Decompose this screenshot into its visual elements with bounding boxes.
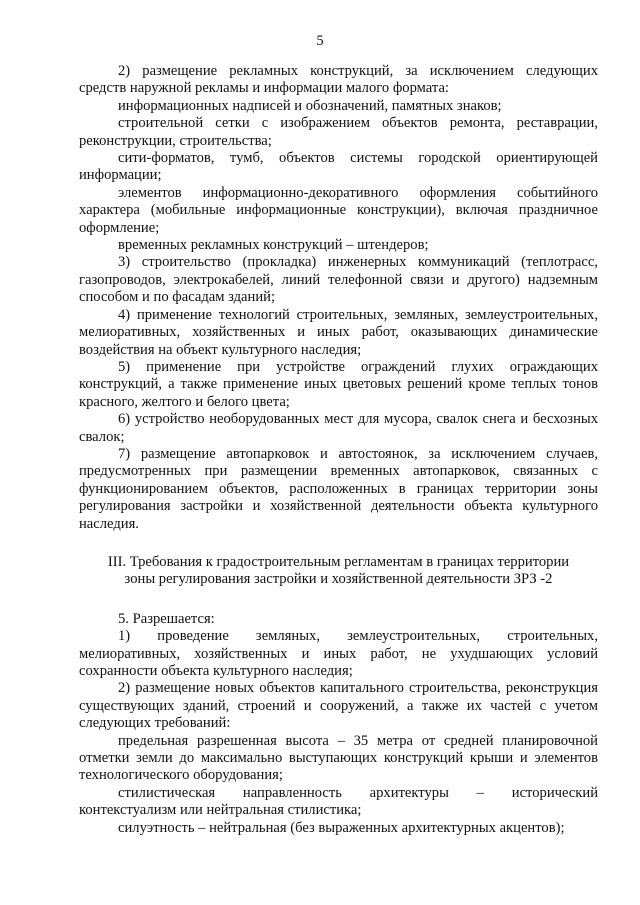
paragraph: строительной сетки с изображением объектов ремонта, реставрации, реконструкции, строительства;	[79, 115, 598, 149]
paragraph: стилистическая направленность архитектуры – исторический контекстуализм или нейтральная стилистика;	[79, 784, 598, 819]
paragraph: 5. Разрешается:	[118, 610, 215, 627]
paragraph: предельная разрешенная высота – 35 метра от средней планировочной отметки земли до максимально выступающих конструкций крыши и элементов технологического оборудования;	[79, 732, 598, 784]
paragraph: 2) размещение рекламных конструкций, за исключением следующих средств наружной рекламы и информации малого формата:	[79, 63, 598, 97]
paragraph: 6) устройство необорудованных мест для мусора, свалок снега и бесхозных свалок;	[79, 411, 598, 445]
section-heading-line: зоны регулирования застройки и хозяйственной деятельности ЗРЗ -2	[124, 571, 553, 588]
page-number: 5	[316, 33, 324, 49]
paragraph: 1) проведение земляных, землеустроительных, строительных, мелиоративных, хозяйственных и иных работ, не ухудшающих условий сохранности объекта культурного наследия;	[79, 628, 598, 679]
paragraph: 3) строительство (прокладка) инженерных коммуникаций (теплотрасс, газопроводов, электрокабелей, линий телефонной связи и другого) надземным способом и по фасадам зданий;	[79, 254, 598, 306]
section-heading	[79, 554, 598, 589]
paragraph: 4) применение технологий строительных, земляных, землеустроительных, мелиоративных, хозяйственных и иных работ, оказывающих динамические воздействия на объект культурного наследия;	[79, 306, 598, 358]
section-heading-line: III. Требования к градостроительным регламентам в границах территории	[107, 553, 570, 570]
paragraph: 7) размещение автопарковок и автостоянок, за исключением случаев, предусмотренных при размещении временных автопарковок, связанных с функционированием объектов, расположенных в границах территории зоны регулирования застройки и хозяйственной деятельности объекта культурного наследия.	[79, 445, 598, 532]
paragraph: элементов информационно-декоративного оформления событийного характера (мобильные информационные конструкции), включая праздничное оформление;	[79, 184, 598, 236]
paragraph: временных рекламных конструкций – штендеров;	[118, 237, 429, 254]
paragraph: информационных надписей и обозначений, памятных знаков;	[118, 97, 502, 114]
document-body	[79, 63, 598, 837]
paragraph: 5) применение при устройстве ограждений глухих ограждающих конструкций, а также применение иных цветовых решений кроме теплых тонов красного, желтого и белого цвета;	[79, 358, 598, 410]
paragraph: сити-форматов, тумб, объектов системы городской ориентирующей информации;	[79, 150, 598, 184]
paragraph: силуэтность – нейтральная (без выраженных архитектурных акцентов);	[118, 819, 565, 836]
paragraph: 2) размещение новых объектов капитального строительства, реконструкция существующих зданий, строений и сооружений, а также их частей с учетом следующих требований:	[79, 680, 598, 732]
